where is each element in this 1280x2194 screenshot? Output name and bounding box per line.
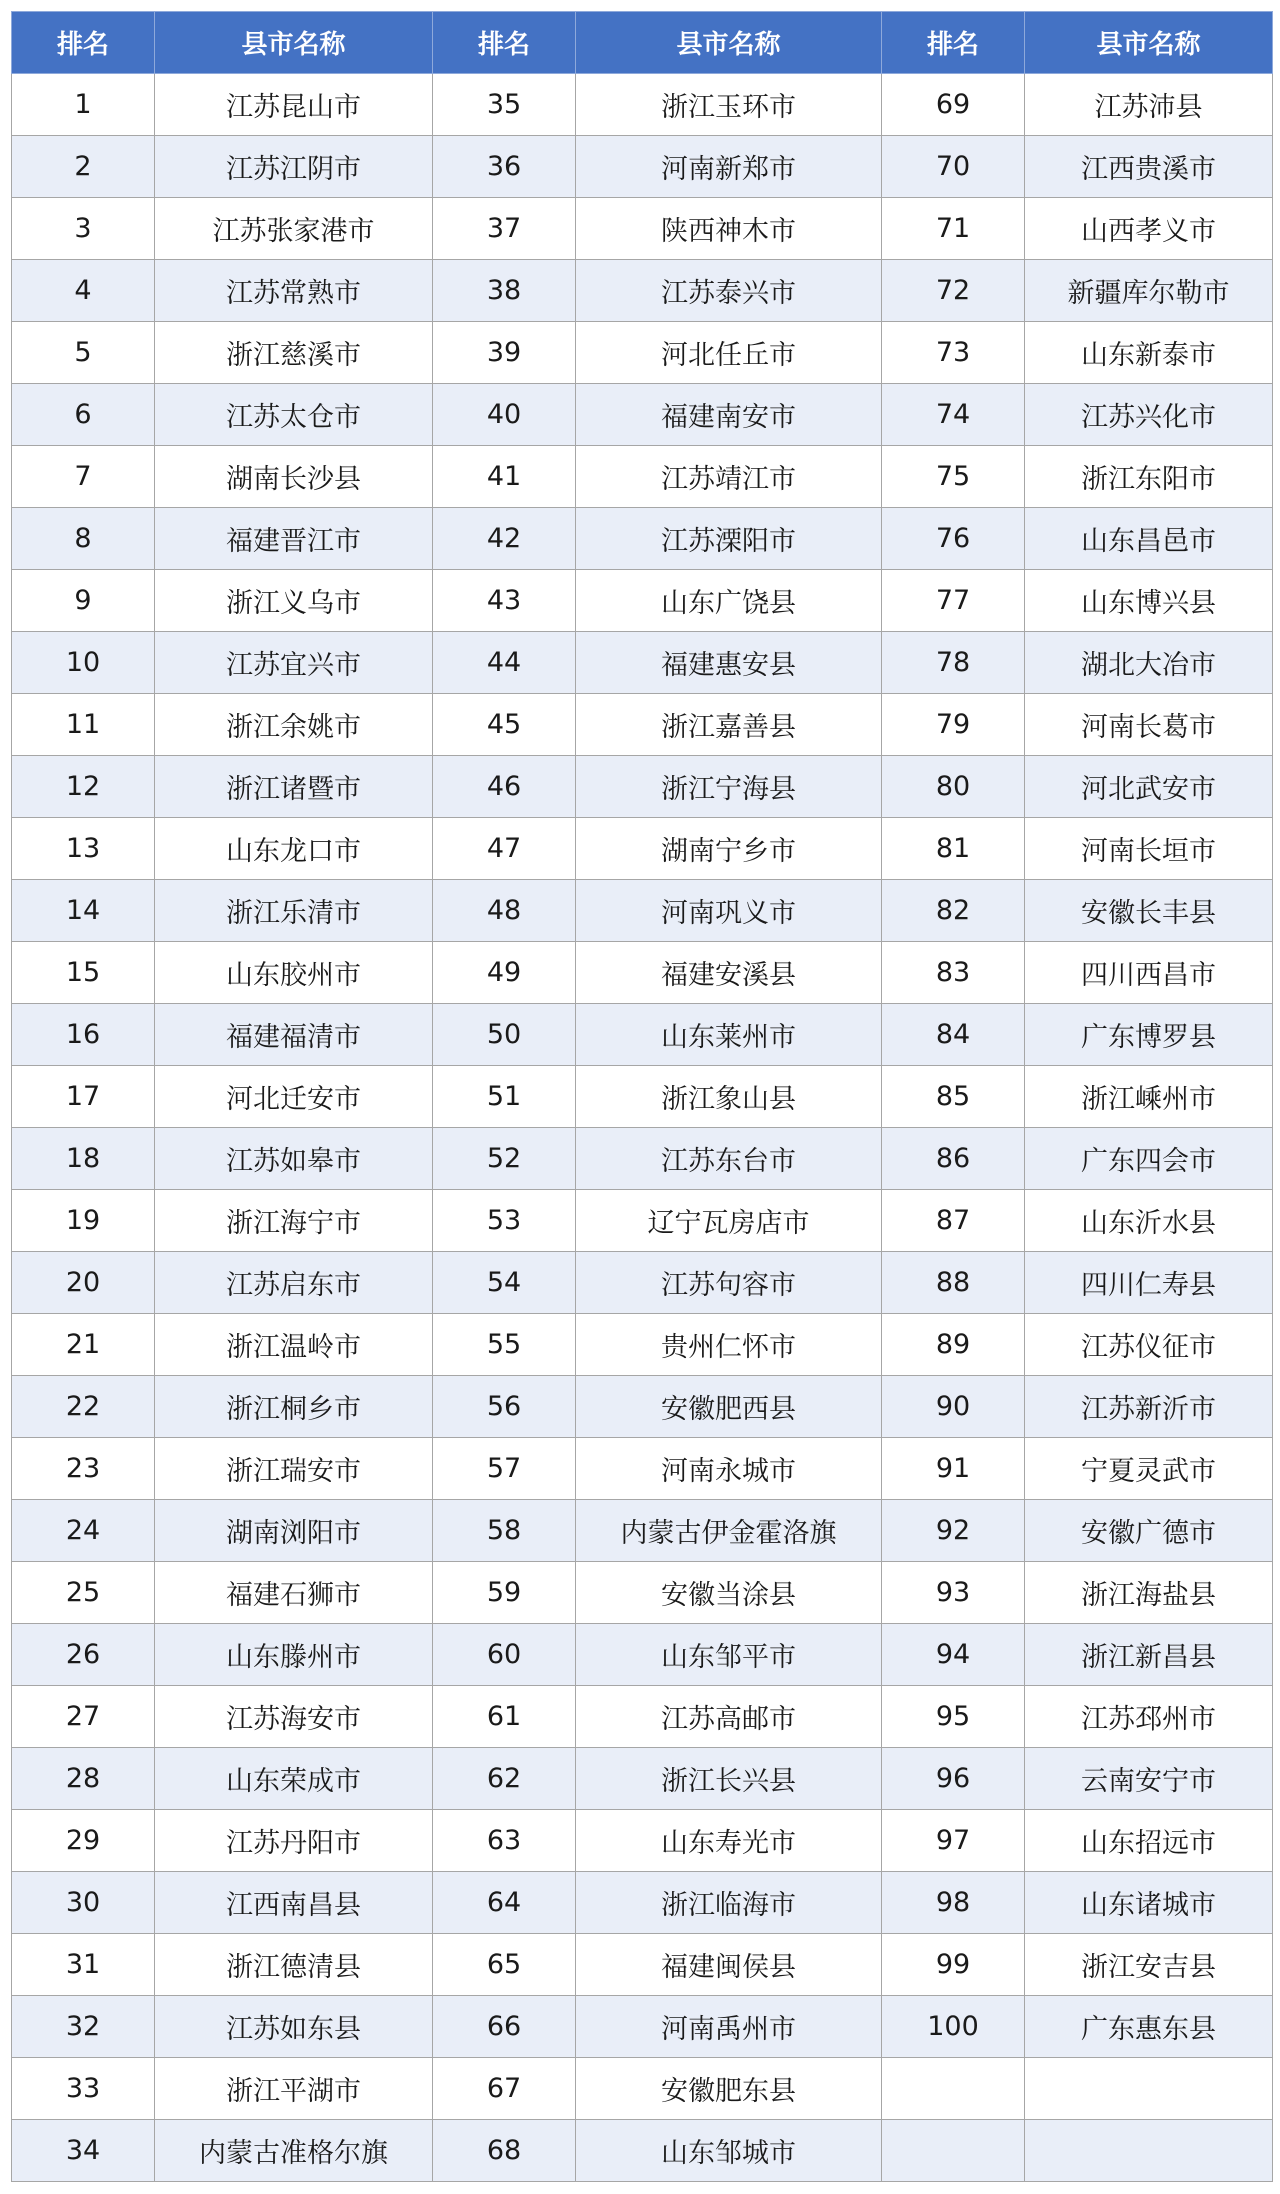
rank-cell: 17 xyxy=(12,1066,155,1128)
table-row xyxy=(12,694,1273,756)
county-name-cell: 河南长垣市 xyxy=(1025,818,1273,880)
table-row xyxy=(12,384,1273,446)
rank-cell: 82 xyxy=(882,880,1025,942)
rank-cell: 33 xyxy=(12,2058,155,2120)
county-name-cell: 山东广饶县 xyxy=(576,570,882,632)
rank-cell: 7 xyxy=(12,446,155,508)
table-row xyxy=(12,1376,1273,1438)
rank-cell: 25 xyxy=(12,1562,155,1624)
county-name-cell: 江苏张家港市 xyxy=(155,198,433,260)
rank-cell: 78 xyxy=(882,632,1025,694)
county-name-cell: 四川西昌市 xyxy=(1025,942,1273,1004)
rank-cell: 69 xyxy=(882,74,1025,136)
county-ranking-table xyxy=(11,11,1273,2182)
county-name-cell: 广东四会市 xyxy=(1025,1128,1273,1190)
county-name-cell: 浙江瑞安市 xyxy=(155,1438,433,1500)
county-name-cell: 浙江玉环市 xyxy=(576,74,882,136)
rank-cell: 58 xyxy=(433,1500,576,1562)
rank-cell: 92 xyxy=(882,1500,1025,1562)
rank-cell: 91 xyxy=(882,1438,1025,1500)
rank-cell: 22 xyxy=(12,1376,155,1438)
rank-cell: 43 xyxy=(433,570,576,632)
rank-cell: 71 xyxy=(882,198,1025,260)
table-row xyxy=(12,1934,1273,1996)
table-row xyxy=(12,756,1273,818)
rank-cell: 74 xyxy=(882,384,1025,446)
county-name-cell: 浙江长兴县 xyxy=(576,1748,882,1810)
rank-cell: 3 xyxy=(12,198,155,260)
county-name-cell: 山东荣成市 xyxy=(155,1748,433,1810)
rank-cell: 35 xyxy=(433,74,576,136)
rank-cell: 94 xyxy=(882,1624,1025,1686)
rank-cell: 75 xyxy=(882,446,1025,508)
county-name-cell: 山东邹平市 xyxy=(576,1624,882,1686)
table-row xyxy=(12,322,1273,384)
county-name-cell: 江西南昌县 xyxy=(155,1872,433,1934)
rank-cell: 85 xyxy=(882,1066,1025,1128)
rank-cell: 90 xyxy=(882,1376,1025,1438)
rank-cell: 72 xyxy=(882,260,1025,322)
county-name-cell: 浙江桐乡市 xyxy=(155,1376,433,1438)
table-row xyxy=(12,632,1273,694)
table-row xyxy=(12,1686,1273,1748)
table-row xyxy=(12,1066,1273,1128)
rank-cell: 73 xyxy=(882,322,1025,384)
county-name-cell: 湖南浏阳市 xyxy=(155,1500,433,1562)
county-name-cell: 江苏太仓市 xyxy=(155,384,433,446)
county-name-cell: 江苏东台市 xyxy=(576,1128,882,1190)
rank-cell: 66 xyxy=(433,1996,576,2058)
rank-cell: 95 xyxy=(882,1686,1025,1748)
rank-cell: 87 xyxy=(882,1190,1025,1252)
county-name-cell: 江苏邳州市 xyxy=(1025,1686,1273,1748)
county-name-cell: 江苏句容市 xyxy=(576,1252,882,1314)
county-name-cell: 安徽肥东县 xyxy=(576,2058,882,2120)
table-row xyxy=(12,1004,1273,1066)
county-name-cell: 山西孝义市 xyxy=(1025,198,1273,260)
county-name-cell: 河北迁安市 xyxy=(155,1066,433,1128)
county-name-cell: 江苏江阴市 xyxy=(155,136,433,198)
county-name-cell: 四川仁寿县 xyxy=(1025,1252,1273,1314)
county-name-cell: 浙江义乌市 xyxy=(155,570,433,632)
rank-cell: 5 xyxy=(12,322,155,384)
county-name-cell: 广东惠东县 xyxy=(1025,1996,1273,2058)
rank-cell: 70 xyxy=(882,136,1025,198)
column-header-county-name: 县市名称 xyxy=(576,12,882,74)
rank-cell: 86 xyxy=(882,1128,1025,1190)
county-name-cell: 浙江临海市 xyxy=(576,1872,882,1934)
rank-cell: 31 xyxy=(12,1934,155,1996)
column-header-rank: 排名 xyxy=(12,12,155,74)
rank-cell: 100 xyxy=(882,1996,1025,2058)
rank-cell: 12 xyxy=(12,756,155,818)
county-name-cell: 浙江诸暨市 xyxy=(155,756,433,818)
rank-cell: 38 xyxy=(433,260,576,322)
column-header-rank: 排名 xyxy=(882,12,1025,74)
county-name-cell: 江苏兴化市 xyxy=(1025,384,1273,446)
rank-cell: 11 xyxy=(12,694,155,756)
table-row xyxy=(12,508,1273,570)
county-name-cell: 江苏启东市 xyxy=(155,1252,433,1314)
rank-cell: 15 xyxy=(12,942,155,1004)
column-header-county-name: 县市名称 xyxy=(1025,12,1273,74)
rank-cell: 13 xyxy=(12,818,155,880)
county-name-cell: 河南永城市 xyxy=(576,1438,882,1500)
county-name-cell: 福建闽侯县 xyxy=(576,1934,882,1996)
rank-cell: 10 xyxy=(12,632,155,694)
table-row xyxy=(12,446,1273,508)
rank-cell: 2 xyxy=(12,136,155,198)
table-row xyxy=(12,198,1273,260)
rank-cell: 36 xyxy=(433,136,576,198)
rank-cell: 51 xyxy=(433,1066,576,1128)
county-name-cell: 浙江海盐县 xyxy=(1025,1562,1273,1624)
column-header-rank: 排名 xyxy=(433,12,576,74)
rank-cell: 29 xyxy=(12,1810,155,1872)
rank-cell: 30 xyxy=(12,1872,155,1934)
county-name-cell: 福建福清市 xyxy=(155,1004,433,1066)
rank-cell: 49 xyxy=(433,942,576,1004)
county-name-cell: 山东莱州市 xyxy=(576,1004,882,1066)
county-name-cell: 浙江乐清市 xyxy=(155,880,433,942)
county-name-cell: 河北武安市 xyxy=(1025,756,1273,818)
table-row xyxy=(12,136,1273,198)
rank-cell: 56 xyxy=(433,1376,576,1438)
county-name-cell: 福建惠安县 xyxy=(576,632,882,694)
rank-cell: 6 xyxy=(12,384,155,446)
header-row xyxy=(12,12,1273,74)
rank-cell: 59 xyxy=(433,1562,576,1624)
county-name-cell: 浙江宁海县 xyxy=(576,756,882,818)
rank-cell: 28 xyxy=(12,1748,155,1810)
county-name-cell: 浙江嘉善县 xyxy=(576,694,882,756)
rank-cell: 60 xyxy=(433,1624,576,1686)
county-name-cell: 江西贵溪市 xyxy=(1025,136,1273,198)
rank-cell: 4 xyxy=(12,260,155,322)
table-row xyxy=(12,1190,1273,1252)
table-row xyxy=(12,1252,1273,1314)
county-name-cell: 河南禹州市 xyxy=(576,1996,882,2058)
county-name-cell: 河南巩义市 xyxy=(576,880,882,942)
table-row xyxy=(12,1500,1273,1562)
county-name-cell: 山东博兴县 xyxy=(1025,570,1273,632)
rank-cell: 68 xyxy=(433,2120,576,2182)
table-row xyxy=(12,1128,1273,1190)
county-name-cell: 浙江象山县 xyxy=(576,1066,882,1128)
county-name-cell: 江苏仪征市 xyxy=(1025,1314,1273,1376)
county-name-cell: 浙江德清县 xyxy=(155,1934,433,1996)
county-name-cell: 浙江温岭市 xyxy=(155,1314,433,1376)
county-name-cell: 浙江东阳市 xyxy=(1025,446,1273,508)
rank-cell: 18 xyxy=(12,1128,155,1190)
county-name-cell xyxy=(1025,2058,1273,2120)
table-row xyxy=(12,1562,1273,1624)
rank-cell: 84 xyxy=(882,1004,1025,1066)
rank-cell: 97 xyxy=(882,1810,1025,1872)
rank-cell: 88 xyxy=(882,1252,1025,1314)
rank-cell: 61 xyxy=(433,1686,576,1748)
county-name-cell: 江苏泰兴市 xyxy=(576,260,882,322)
county-name-cell: 浙江安吉县 xyxy=(1025,1934,1273,1996)
county-name-cell: 湖南长沙县 xyxy=(155,446,433,508)
county-name-cell: 安徽广德市 xyxy=(1025,1500,1273,1562)
rank-cell: 52 xyxy=(433,1128,576,1190)
county-name-cell: 贵州仁怀市 xyxy=(576,1314,882,1376)
rank-cell: 79 xyxy=(882,694,1025,756)
county-name-cell: 宁夏灵武市 xyxy=(1025,1438,1273,1500)
table-row xyxy=(12,818,1273,880)
rank-cell: 80 xyxy=(882,756,1025,818)
table-row xyxy=(12,1438,1273,1500)
table-row xyxy=(12,570,1273,632)
rank-cell: 37 xyxy=(433,198,576,260)
rank-cell: 67 xyxy=(433,2058,576,2120)
county-name-cell: 江苏新沂市 xyxy=(1025,1376,1273,1438)
county-name-cell: 河南长葛市 xyxy=(1025,694,1273,756)
county-name-cell: 浙江嵊州市 xyxy=(1025,1066,1273,1128)
rank-cell: 39 xyxy=(433,322,576,384)
county-name-cell: 江苏溧阳市 xyxy=(576,508,882,570)
county-name-cell: 江苏海安市 xyxy=(155,1686,433,1748)
table-body xyxy=(12,74,1273,2182)
table-row xyxy=(12,1810,1273,1872)
rank-cell: 54 xyxy=(433,1252,576,1314)
rank-cell: 14 xyxy=(12,880,155,942)
rank-cell: 44 xyxy=(433,632,576,694)
table-row xyxy=(12,1872,1273,1934)
rank-cell: 34 xyxy=(12,2120,155,2182)
county-name-cell: 河南新郑市 xyxy=(576,136,882,198)
county-name-cell: 山东沂水县 xyxy=(1025,1190,1273,1252)
rank-cell: 24 xyxy=(12,1500,155,1562)
rank-cell: 20 xyxy=(12,1252,155,1314)
county-name-cell: 山东寿光市 xyxy=(576,1810,882,1872)
rank-cell: 9 xyxy=(12,570,155,632)
rank-cell: 62 xyxy=(433,1748,576,1810)
county-name-cell: 云南安宁市 xyxy=(1025,1748,1273,1810)
county-name-cell: 江苏常熟市 xyxy=(155,260,433,322)
county-name-cell: 江苏高邮市 xyxy=(576,1686,882,1748)
county-name-cell: 山东邹城市 xyxy=(576,2120,882,2182)
rank-cell: 16 xyxy=(12,1004,155,1066)
county-name-cell: 福建石狮市 xyxy=(155,1562,433,1624)
county-name-cell: 山东龙口市 xyxy=(155,818,433,880)
county-name-cell: 山东诸城市 xyxy=(1025,1872,1273,1934)
table-row xyxy=(12,1624,1273,1686)
county-name-cell: 福建晋江市 xyxy=(155,508,433,570)
county-name-cell: 山东胶州市 xyxy=(155,942,433,1004)
column-header-county-name: 县市名称 xyxy=(155,12,433,74)
rank-cell: 53 xyxy=(433,1190,576,1252)
county-name-cell: 江苏沛县 xyxy=(1025,74,1273,136)
table-row xyxy=(12,2120,1273,2182)
rank-cell: 46 xyxy=(433,756,576,818)
county-name-cell: 辽宁瓦房店市 xyxy=(576,1190,882,1252)
rank-cell: 26 xyxy=(12,1624,155,1686)
county-name-cell: 江苏昆山市 xyxy=(155,74,433,136)
rank-cell: 23 xyxy=(12,1438,155,1500)
county-name-cell: 江苏靖江市 xyxy=(576,446,882,508)
table-row xyxy=(12,2058,1273,2120)
rank-cell: 76 xyxy=(882,508,1025,570)
rank-cell xyxy=(882,2058,1025,2120)
rank-cell: 64 xyxy=(433,1872,576,1934)
county-name-cell: 内蒙古准格尔旗 xyxy=(155,2120,433,2182)
county-name-cell: 福建南安市 xyxy=(576,384,882,446)
table-row xyxy=(12,1748,1273,1810)
county-name-cell: 浙江余姚市 xyxy=(155,694,433,756)
table-row xyxy=(12,1314,1273,1376)
table-row xyxy=(12,880,1273,942)
table-header xyxy=(12,12,1273,74)
county-name-cell: 山东招远市 xyxy=(1025,1810,1273,1872)
rank-cell: 57 xyxy=(433,1438,576,1500)
rank-cell: 19 xyxy=(12,1190,155,1252)
rank-cell: 32 xyxy=(12,1996,155,2058)
rank-cell: 77 xyxy=(882,570,1025,632)
table-row xyxy=(12,74,1273,136)
rank-cell: 27 xyxy=(12,1686,155,1748)
county-name-cell: 安徽长丰县 xyxy=(1025,880,1273,942)
county-name-cell: 浙江慈溪市 xyxy=(155,322,433,384)
county-name-cell: 内蒙古伊金霍洛旗 xyxy=(576,1500,882,1562)
county-name-cell: 江苏宜兴市 xyxy=(155,632,433,694)
county-name-cell: 浙江平湖市 xyxy=(155,2058,433,2120)
rank-cell: 8 xyxy=(12,508,155,570)
rank-cell: 93 xyxy=(882,1562,1025,1624)
county-name-cell: 河北任丘市 xyxy=(576,322,882,384)
county-name-cell: 安徽肥西县 xyxy=(576,1376,882,1438)
rank-cell: 45 xyxy=(433,694,576,756)
county-name-cell: 山东新泰市 xyxy=(1025,322,1273,384)
county-name-cell: 陕西神木市 xyxy=(576,198,882,260)
table-row xyxy=(12,260,1273,322)
rank-cell: 21 xyxy=(12,1314,155,1376)
rank-cell: 50 xyxy=(433,1004,576,1066)
county-name-cell: 江苏如东县 xyxy=(155,1996,433,2058)
county-name-cell: 新疆库尔勒市 xyxy=(1025,260,1273,322)
county-name-cell: 安徽当涂县 xyxy=(576,1562,882,1624)
county-name-cell: 湖南宁乡市 xyxy=(576,818,882,880)
table-row xyxy=(12,942,1273,1004)
county-name-cell: 湖北大冶市 xyxy=(1025,632,1273,694)
rank-cell: 81 xyxy=(882,818,1025,880)
county-name-cell xyxy=(1025,2120,1273,2182)
rank-cell: 96 xyxy=(882,1748,1025,1810)
rank-cell: 1 xyxy=(12,74,155,136)
rank-cell xyxy=(882,2120,1025,2182)
rank-cell: 41 xyxy=(433,446,576,508)
rank-cell: 83 xyxy=(882,942,1025,1004)
rank-cell: 89 xyxy=(882,1314,1025,1376)
rank-cell: 55 xyxy=(433,1314,576,1376)
rank-cell: 98 xyxy=(882,1872,1025,1934)
county-name-cell: 山东昌邑市 xyxy=(1025,508,1273,570)
rank-cell: 99 xyxy=(882,1934,1025,1996)
rank-cell: 47 xyxy=(433,818,576,880)
county-name-cell: 浙江海宁市 xyxy=(155,1190,433,1252)
county-name-cell: 江苏如皋市 xyxy=(155,1128,433,1190)
county-name-cell: 江苏丹阳市 xyxy=(155,1810,433,1872)
rank-cell: 65 xyxy=(433,1934,576,1996)
county-name-cell: 浙江新昌县 xyxy=(1025,1624,1273,1686)
county-name-cell: 福建安溪县 xyxy=(576,942,882,1004)
county-name-cell: 广东博罗县 xyxy=(1025,1004,1273,1066)
county-name-cell: 山东滕州市 xyxy=(155,1624,433,1686)
table-row xyxy=(12,1996,1273,2058)
rank-cell: 63 xyxy=(433,1810,576,1872)
rank-cell: 40 xyxy=(433,384,576,446)
rank-cell: 48 xyxy=(433,880,576,942)
rank-cell: 42 xyxy=(433,508,576,570)
